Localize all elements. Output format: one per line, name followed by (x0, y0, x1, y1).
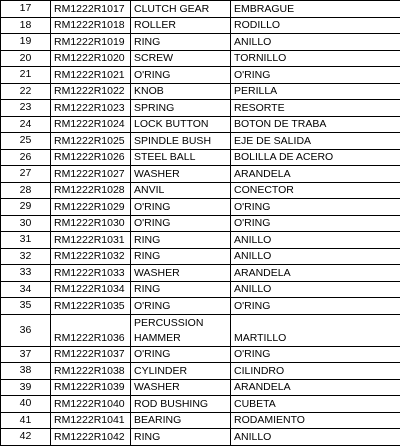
part-code: RM1222R1042 (51, 429, 131, 446)
table-row (1, 412, 400, 429)
part-name-es: O'RING (231, 346, 400, 363)
part-name-es: BOTON DE TRABA (231, 116, 400, 133)
part-code: RM1222R1041 (51, 412, 131, 429)
row-number: 25 (1, 133, 51, 150)
row-number: 28 (1, 182, 51, 199)
row-number: 26 (1, 149, 51, 166)
part-name-es: O'RING (231, 215, 400, 232)
part-name-en-line-2: HAMMER (134, 331, 227, 346)
part-name-en: SCREW (131, 50, 231, 67)
table-row (1, 34, 400, 51)
table-row (1, 215, 400, 232)
row-number: 35 (1, 298, 51, 315)
part-name-es: ANILLO (231, 281, 400, 298)
part-name-en: WASHER (131, 265, 231, 282)
part-name-es: ARANDELA (231, 265, 400, 282)
part-name-es: CONECTOR (231, 182, 400, 199)
part-code: RM1222R1017 (51, 1, 131, 18)
part-name-es: PERILLA (231, 83, 400, 100)
part-name-en: RING (131, 232, 231, 249)
part-name-es: O'RING (231, 67, 400, 84)
part-name-es: RODAMIENTO (231, 412, 400, 429)
row-number: 39 (1, 379, 51, 396)
part-name-es: CILINDRO (231, 363, 400, 380)
part-name-en: STEEL BALL (131, 149, 231, 166)
row-number: 17 (1, 1, 51, 18)
row-number: 33 (1, 265, 51, 282)
row-number: 40 (1, 396, 51, 413)
part-code: RM1222R1018 (51, 17, 131, 34)
part-name-es: BOLILLA DE ACERO (231, 149, 400, 166)
row-number: 21 (1, 67, 51, 84)
part-name-es: ANILLO (231, 429, 400, 446)
part-name-en: CYLINDER (131, 363, 231, 380)
part-code: RM1222R1023 (51, 100, 131, 117)
part-name-en: RING (131, 429, 231, 446)
part-name-en: KNOB (131, 83, 231, 100)
part-name-en: O'RING (131, 67, 231, 84)
row-number: 31 (1, 232, 51, 249)
row-number: 22 (1, 83, 51, 100)
part-name-es: RESORTE (231, 100, 400, 117)
part-name-en: O'RING (131, 346, 231, 363)
part-code: RM1222R1034 (51, 281, 131, 298)
part-name-es: ANILLO (231, 34, 400, 51)
row-number: 18 (1, 17, 51, 34)
part-code: RM1222R1036 (51, 314, 131, 346)
part-code: RM1222R1021 (51, 67, 131, 84)
part-name-en-line-1: PERCUSSION (134, 316, 227, 331)
part-name-es: TORNILLO (231, 50, 400, 67)
part-name-en: LOCK BUTTON (131, 116, 231, 133)
row-number: 30 (1, 215, 51, 232)
part-name-en: CLUTCH GEAR (131, 1, 231, 18)
table-row (1, 83, 400, 100)
table-row (1, 346, 400, 363)
part-name-en: O'RING (131, 215, 231, 232)
table-row (1, 379, 400, 396)
row-number: 41 (1, 412, 51, 429)
part-name-en: O'RING (131, 298, 231, 315)
part-name-es: EJE DE SALIDA (231, 133, 400, 150)
part-name-en: ROLLER (131, 17, 231, 34)
table-row (1, 363, 400, 380)
part-code: RM1222R1029 (51, 199, 131, 216)
table-row (1, 281, 400, 298)
part-name-en: RING (131, 248, 231, 265)
table-row (1, 116, 400, 133)
part-name-en: ROD BUSHING (131, 396, 231, 413)
part-name-es: ARANDELA (231, 379, 400, 396)
part-code: RM1222R1028 (51, 182, 131, 199)
part-code: RM1222R1040 (51, 396, 131, 413)
table-row (1, 199, 400, 216)
part-name-es: ARANDELA (231, 166, 400, 183)
table-row (1, 182, 400, 199)
part-name-es: O'RING (231, 298, 400, 315)
part-name-es: ANILLO (231, 232, 400, 249)
table-row (1, 67, 400, 84)
row-number: 34 (1, 281, 51, 298)
table-row (1, 265, 400, 282)
table-row (1, 166, 400, 183)
part-code: RM1222R1031 (51, 232, 131, 249)
part-code: RM1222R1035 (51, 298, 131, 315)
row-number: 20 (1, 50, 51, 67)
table-row (1, 149, 400, 166)
part-code: RM1222R1022 (51, 83, 131, 100)
table-row (1, 248, 400, 265)
part-code: RM1222R1020 (51, 50, 131, 67)
part-code: RM1222R1026 (51, 149, 131, 166)
table-row (1, 1, 400, 18)
part-name-es: ANILLO (231, 248, 400, 265)
table-row (1, 298, 400, 315)
row-number: 29 (1, 199, 51, 216)
part-name-en: SPINDLE BUSH (131, 133, 231, 150)
part-name-en: RING (131, 34, 231, 51)
table-row (1, 133, 400, 150)
table-row (1, 396, 400, 413)
part-name-en: WASHER (131, 166, 231, 183)
part-name-en: O'RING (131, 199, 231, 216)
row-number: 27 (1, 166, 51, 183)
row-number: 42 (1, 429, 51, 446)
part-name-en: BEARING (131, 412, 231, 429)
part-code: RM1222R1037 (51, 346, 131, 363)
part-code: RM1222R1025 (51, 133, 131, 150)
row-number: 38 (1, 363, 51, 380)
part-name-en: ANVIL (131, 182, 231, 199)
table-row (1, 17, 400, 34)
row-number: 19 (1, 34, 51, 51)
part-code: RM1222R1030 (51, 215, 131, 232)
row-number: 32 (1, 248, 51, 265)
row-number: 36 (1, 314, 51, 346)
part-name-en: WASHER (131, 379, 231, 396)
row-number: 37 (1, 346, 51, 363)
row-number: 24 (1, 116, 51, 133)
table-row (1, 50, 400, 67)
part-name-es: MARTILLO (231, 314, 400, 346)
parts-table-body (1, 1, 400, 446)
part-code: RM1222R1027 (51, 166, 131, 183)
part-name-en: SPRING (131, 100, 231, 117)
part-name-es: RODILLO (231, 17, 400, 34)
table-row (1, 314, 400, 346)
table-row (1, 429, 400, 446)
table-row (1, 100, 400, 117)
part-code: RM1222R1019 (51, 34, 131, 51)
part-code: RM1222R1033 (51, 265, 131, 282)
part-name-es: EMBRAGUE (231, 1, 400, 18)
part-name-es: O'RING (231, 199, 400, 216)
part-code: RM1222R1032 (51, 248, 131, 265)
part-name-es: CUBETA (231, 396, 400, 413)
table-row (1, 232, 400, 249)
part-name-en: RING (131, 281, 231, 298)
part-name-en (131, 314, 231, 346)
part-code: RM1222R1038 (51, 363, 131, 380)
row-number: 23 (1, 100, 51, 117)
part-code: RM1222R1039 (51, 379, 131, 396)
part-code: RM1222R1024 (51, 116, 131, 133)
